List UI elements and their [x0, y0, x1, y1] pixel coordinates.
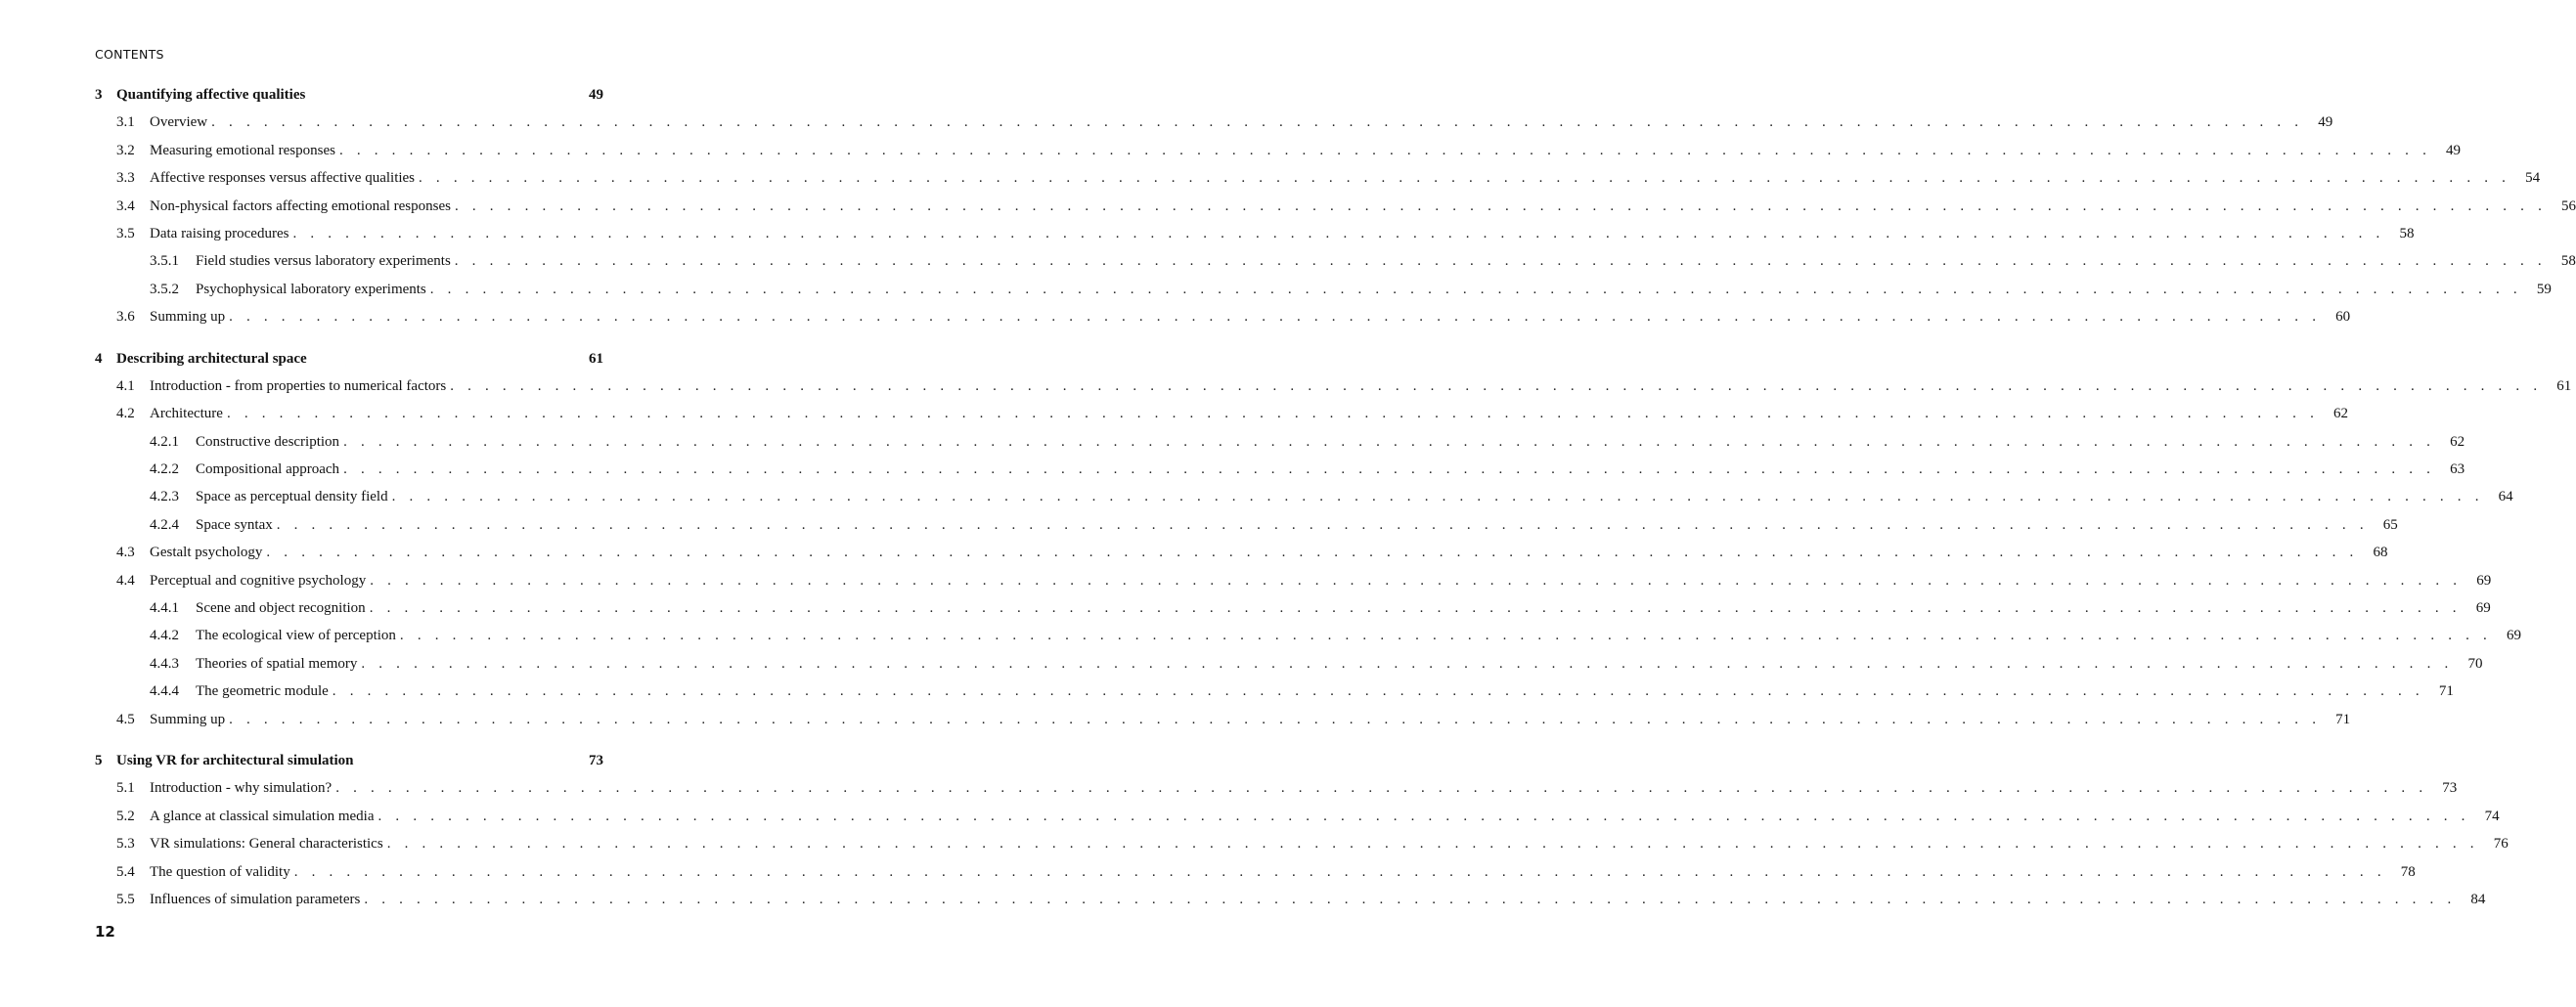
subsection-page-number: 70: [2467, 655, 2483, 672]
section-title: Summing up: [150, 309, 226, 326]
subsection-number: 4.2.2: [150, 461, 179, 478]
section-number: 5.5: [116, 891, 135, 907]
toc-section-row[interactable]: [95, 803, 2500, 830]
dot-leader: . . . . . . . . . . . . . . . . . . . . . . . . . . . . . . . . . . . . . . . . . . . . . . . . . . . . . . . . . . . . . . . . . . . . . . . . . . . . . . . . . . . . . . . . . . . . . . . . . . . . . . . . . . . . . . . . . . . . . . . .: [386, 836, 2479, 853]
section-number: 4.4: [116, 572, 135, 589]
section-page-number: 56: [2561, 197, 2576, 214]
subsection-title: The ecological view of perception: [196, 628, 396, 644]
subsection-title: Constructive description: [196, 433, 340, 450]
toc-subsection-row[interactable]: [95, 428, 2465, 456]
toc-section-row[interactable]: [95, 303, 2351, 330]
section-page-number: 58: [2399, 225, 2415, 241]
subsection-title: The geometric module: [196, 683, 329, 700]
section-number: 3.5: [116, 225, 135, 241]
toc-section-row[interactable]: [95, 137, 2462, 164]
subsection-title: Scene and object recognition: [196, 600, 366, 617]
subsection-page-number: 69: [2506, 628, 2521, 644]
dot-leader: . . . . . . . . . . . . . . . . . . . . . . . . . . . . . . . . . . . . . . . . . . . . . . . . . . . . . . . . . . . . . . . . . . . . . . . . . . . . . . . . . . . . . . . . . . . . . . . . . . . . . . . . . . . . . . . . . . . . . . . .: [419, 170, 2511, 187]
toc-subsection-row[interactable]: [95, 483, 2513, 510]
dot-leader: . . . . . . . . . . . . . . . . . . . . . . . . . . . . . . . . . . . . . . . . . . . . . . . . . . . . . . . . . . . . . . . . . . . . . . . . . . . . . . . . . . . . . . . . . . . . . . . . . . . . . . . . . . . . . . . . . . . . . . . .: [335, 780, 2428, 797]
dot-leader: . . . . . . . . . . . . . . . . . . . . . . . . . . . . . . . . . . . . . . . . . . . . . . . . . . . . . . . . . . . . . . . . . . . . . . . . . . . . . . . . . . . . . . . . . . . . . . . . . . . . . . . . . . . . . . . . . . . . . . . .: [361, 655, 2454, 672]
section-page-number: 68: [2373, 545, 2388, 561]
section-title: Gestalt psychology: [150, 545, 263, 561]
subsection-page-number: 71: [2438, 683, 2454, 700]
section-page-number: 60: [2335, 309, 2351, 326]
section-title: Perceptual and cognitive psychology: [150, 572, 367, 589]
toc-subsection-row[interactable]: [95, 456, 2465, 483]
section-number: 3.3: [116, 170, 135, 187]
subsection-page-number: 62: [2450, 433, 2465, 450]
section-title: Architecture: [150, 406, 223, 422]
subsection-title: Compositional approach: [196, 461, 340, 478]
toc-section-row[interactable]: [95, 109, 2333, 136]
toc-chapter-row[interactable]: [95, 747, 603, 774]
toc-subsection-row[interactable]: [95, 650, 2483, 678]
toc-chapter-row[interactable]: [95, 345, 603, 372]
dot-leader: . . . . . . . . . . . . . . . . . . . . . . . . . . . . . . . . . . . . . . . . . . . . . . . . . . . . . . . . . . . . . . . . . . . . . . . . . . . . . . . . . . . . . . . . . . . . . . . . . . . . . . . . . . . . . . . . . . . . . . . .: [276, 516, 2369, 533]
toc-subsection-row[interactable]: [95, 678, 2454, 705]
dot-leader: . . . . . . . . . . . . . . . . . . . . . . . . . . . . . . . . . . . . . . . . . . . . . . . . . . . . . . . . . . . . . . . . . . . . . . . . . . . . . . . . . . . . . . . . . . . . . . . . . . . . . . . . . . . . . . . . . . . . . . . .: [226, 406, 2320, 422]
section-title: VR simulations: General characteristics: [150, 836, 383, 853]
subsection-number: 4.4.3: [150, 655, 179, 672]
subsection-page-number: 65: [2382, 516, 2398, 533]
section-page-number: 76: [2493, 836, 2509, 853]
dot-leader: . . . . . . . . . . . . . . . . . . . . . . . . . . . . . . . . . . . . . . . . . . . . . . . . . . . . . . . . . . . . . . . . . . . . . . . . . . . . . . . . . . . . . . . . . . . . . . . . . . . . . . . . . . . . . . . . . . . . . . . .: [364, 891, 2457, 907]
section-page-number: 62: [2333, 406, 2349, 422]
section-number: 4.3: [116, 545, 135, 561]
section-number: 5.4: [116, 863, 135, 880]
dot-leader: . . . . . . . . . . . . . . . . . . . . . . . . . . . . . . . . . . . . . . . . . . . . . . . . . . . . . . . . . . . . . . . . . . . . . . . . . . . . . . . . . . . . . . . . . . . . . . . . . . . . . . . . . . . . . . . . . . . . . . . .: [391, 489, 2484, 505]
toc-subsection-row[interactable]: [95, 276, 2552, 303]
subsection-title: Space as perceptual density field: [196, 489, 388, 505]
dot-leader: . . . . . . . . . . . . . . . . . . . . . . . . . . . . . . . . . . . . . . . . . . . . . . . . . . . . . . . . . . . . . . . . . . . . . . . . . . . . . . . . . . . . . . . . . . . . . . . . . . . . . . . . . . . . . . . . . . . . . . . .: [229, 711, 2322, 727]
subsection-title: Field studies versus laboratory experiments: [196, 253, 451, 270]
section-number: 5.2: [116, 808, 135, 824]
section-page-number: 54: [2525, 170, 2541, 187]
subsection-number: 4.2.4: [150, 516, 179, 533]
toc-chapter-row[interactable]: [95, 81, 603, 109]
section-title: Introduction - why simulation?: [150, 780, 333, 797]
subsection-page-number: 64: [2498, 489, 2513, 505]
section-title: Introduction - from properties to numerical factors: [150, 377, 447, 394]
section-page-number: 71: [2335, 711, 2351, 727]
dot-leader: . . . . . . . . . . . . . . . . . . . . . . . . . . . . . . . . . . . . . . . . . . . . . . . . . . . . . . . . . . . . . . . . . . . . . . . . . . . . . . . . . . . . . . . . . . . . . . . . . . . . . . . . . . . . . . . . . . . . . . . .: [229, 309, 2322, 326]
dot-leader: . . . . . . . . . . . . . . . . . . . . . . . . . . . . . . . . . . . . . . . . . . . . . . . . . . . . . . . . . . . . . . . . . . . . . . . . . . . . . . . . . . . . . . . . . . . . . . . . . . . . . . . . . . . . . . . . . . . . . . . .: [292, 225, 2385, 241]
section-title: Data raising procedures: [150, 225, 289, 241]
section-title: Non-physical factors affecting emotional responses: [150, 197, 451, 214]
dot-leader: . . . . . . . . . . . . . . . . . . . . . . . . . . . . . . . . . . . . . . . . . . . . . . . . . . . . . . . . . . . . . . . . . . . . . . . . . . . . . . . . . . . . . . . . . . . . . . . . . . . . . . . . . . . . . . . . . . . . . . . .: [454, 197, 2548, 214]
section-title: A glance at classical simulation media: [150, 808, 375, 824]
toc-section-row[interactable]: [95, 774, 2458, 802]
section-page-number: 78: [2400, 863, 2416, 880]
dot-leader: . . . . . . . . . . . . . . . . . . . . . . . . . . . . . . . . . . . . . . . . . . . . . . . . . . . . . . . . . . . . . . . . . . . . . . . . . . . . . . . . . . . . . . . . . . . . . . . . . . . . . . . . . . . . . . . . . . . . . . . .: [266, 545, 2359, 561]
chapter-page-number: 61: [589, 350, 603, 367]
section-title: Overview: [150, 114, 208, 131]
toc-section-row[interactable]: [95, 372, 2572, 400]
running-head: CONTENTS: [95, 47, 164, 62]
section-title: The question of validity: [150, 863, 290, 880]
section-title: Affective responses versus affective qualities: [150, 170, 416, 187]
section-page-number: 73: [2442, 780, 2458, 797]
toc-section-row[interactable]: [95, 858, 2416, 886]
dot-leader: . . . . . . . . . . . . . . . . . . . . . . . . . . . . . . . . . . . . . . . . . . . . . . . . . . . . . . . . . . . . . . . . . . . . . . . . . . . . . . . . . . . . . . . . . . . . . . . . . . . . . . . . . . . . . . . . . . . . . . . .: [369, 600, 2462, 617]
dot-leader: . . . . . . . . . . . . . . . . . . . . . . . . . . . . . . . . . . . . . . . . . . . . . . . . . . . . . . . . . . . . . . . . . . . . . . . . . . . . . . . . . . . . . . . . . . . . . . . . . . . . . . . . . . . . . . . . . . . . . . . .: [454, 253, 2547, 270]
chapter-gap: [95, 331, 603, 345]
dot-leader: . . . . . . . . . . . . . . . . . . . . . . . . . . . . . . . . . . . . . . . . . . . . . . . . . . . . . . . . . . . . . . . . . . . . . . . . . . . . . . . . . . . . . . . . . . . . . . . . . . . . . . . . . . . . . . . . . . . . . . . .: [370, 572, 2463, 589]
dot-leader: . . . . . . . . . . . . . . . . . . . . . . . . . . . . . . . . . . . . . . . . . . . . . . . . . . . . . . . . . . . . . . . . . . . . . . . . . . . . . . . . . . . . . . . . . . . . . . . . . . . . . . . . . . . . . . . . . . . . . . . .: [450, 377, 2543, 394]
subsection-page-number: 58: [2560, 253, 2576, 270]
toc-subsection-row[interactable]: [95, 247, 2576, 275]
toc-section-row[interactable]: [95, 539, 2388, 566]
table-of-contents: [95, 81, 2576, 913]
subsection-title: Psychophysical laboratory experiments: [196, 281, 426, 297]
subsection-page-number: 63: [2450, 461, 2465, 478]
subsection-number: 3.5.1: [150, 253, 179, 270]
section-title: Measuring emotional responses: [150, 142, 335, 158]
toc-section-row[interactable]: [95, 164, 2541, 192]
section-number: 4.1: [116, 377, 135, 394]
section-page-number: 49: [2446, 142, 2462, 158]
section-number: 5.3: [116, 836, 135, 853]
subsection-number: 4.2.1: [150, 433, 179, 450]
subsection-title: Theories of spatial memory: [196, 655, 358, 672]
section-page-number: 69: [2476, 572, 2492, 589]
toc-section-row[interactable]: [95, 400, 2349, 427]
dot-leader: . . . . . . . . . . . . . . . . . . . . . . . . . . . . . . . . . . . . . . . . . . . . . . . . . . . . . . . . . . . . . . . . . . . . . . . . . . . . . . . . . . . . . . . . . . . . . . . . . . . . . . . . . . . . . . . . . . . . . . . .: [332, 683, 2424, 700]
subsection-number: 4.2.3: [150, 489, 179, 505]
section-page-number: 49: [2318, 114, 2333, 131]
section-title: Summing up: [150, 711, 226, 727]
toc-section-row[interactable]: [95, 706, 2351, 733]
toc-section-row[interactable]: [95, 193, 2576, 220]
section-title: Influences of simulation parameters: [150, 891, 361, 907]
section-page-number: 84: [2470, 891, 2486, 907]
chapter-title: Using VR for architectural simulation: [116, 752, 354, 768]
subsection-title: Space syntax: [196, 516, 273, 533]
section-number: 3.2: [116, 142, 135, 158]
chapter-number: 5: [95, 752, 103, 768]
chapter-number: 3: [95, 87, 103, 103]
subsection-number: 4.4.4: [150, 683, 179, 700]
toc-subsection-row[interactable]: [95, 594, 2491, 622]
dot-leader: . . . . . . . . . . . . . . . . . . . . . . . . . . . . . . . . . . . . . . . . . . . . . . . . . . . . . . . . . . . . . . . . . . . . . . . . . . . . . . . . . . . . . . . . . . . . . . . . . . . . . . . . . . . . . . . . . . . . . . . .: [378, 808, 2470, 824]
dot-leader: . . . . . . . . . . . . . . . . . . . . . . . . . . . . . . . . . . . . . . . . . . . . . . . . . . . . . . . . . . . . . . . . . . . . . . . . . . . . . . . . . . . . . . . . . . . . . . . . . . . . . . . . . . . . . . . . . . . . . . . .: [429, 281, 2522, 297]
section-number: 4.5: [116, 711, 135, 727]
chapter-title: Quantifying affective qualities: [116, 87, 306, 103]
section-number: 3.4: [116, 197, 135, 214]
chapter-number: 4: [95, 350, 103, 367]
dot-leader: . . . . . . . . . . . . . . . . . . . . . . . . . . . . . . . . . . . . . . . . . . . . . . . . . . . . . . . . . . . . . . . . . . . . . . . . . . . . . . . . . . . . . . . . . . . . . . . . . . . . . . . . . . . . . . . . . . . . . . . .: [343, 461, 2436, 478]
section-page-number: 74: [2484, 808, 2500, 824]
chapter-page-number: 49: [589, 87, 603, 103]
section-number: 4.2: [116, 406, 135, 422]
dot-leader: . . . . . . . . . . . . . . . . . . . . . . . . . . . . . . . . . . . . . . . . . . . . . . . . . . . . . . . . . . . . . . . . . . . . . . . . . . . . . . . . . . . . . . . . . . . . . . . . . . . . . . . . . . . . . . . . . . . . . . . .: [399, 628, 2492, 644]
dot-leader: . . . . . . . . . . . . . . . . . . . . . . . . . . . . . . . . . . . . . . . . . . . . . . . . . . . . . . . . . . . . . . . . . . . . . . . . . . . . . . . . . . . . . . . . . . . . . . . . . . . . . . . . . . . . . . . . . . . . . . . .: [211, 114, 2304, 131]
toc-section-row[interactable]: [95, 567, 2492, 594]
chapter-gap: [95, 733, 603, 747]
dot-leader: . . . . . . . . . . . . . . . . . . . . . . . . . . . . . . . . . . . . . . . . . . . . . . . . . . . . . . . . . . . . . . . . . . . . . . . . . . . . . . . . . . . . . . . . . . . . . . . . . . . . . . . . . . . . . . . . . . . . . . . .: [338, 142, 2432, 158]
section-page-number: 61: [2556, 377, 2572, 394]
section-number: 3.6: [116, 309, 135, 326]
toc-section-row[interactable]: [95, 220, 2415, 247]
subsection-number: 3.5.2: [150, 281, 179, 297]
section-number: 3.1: [116, 114, 135, 131]
subsection-page-number: 69: [2475, 600, 2491, 617]
subsection-number: 4.4.2: [150, 628, 179, 644]
section-number: 5.1: [116, 780, 135, 797]
chapter-page-number: 73: [589, 752, 603, 768]
toc-section-row[interactable]: [95, 886, 2486, 913]
toc-section-row[interactable]: [95, 830, 2509, 857]
page-number: 12: [95, 923, 115, 941]
dot-leader: . . . . . . . . . . . . . . . . . . . . . . . . . . . . . . . . . . . . . . . . . . . . . . . . . . . . . . . . . . . . . . . . . . . . . . . . . . . . . . . . . . . . . . . . . . . . . . . . . . . . . . . . . . . . . . . . . . . . . . . .: [343, 433, 2436, 450]
toc-subsection-row[interactable]: [95, 511, 2398, 539]
subsection-page-number: 59: [2536, 281, 2552, 297]
dot-leader: . . . . . . . . . . . . . . . . . . . . . . . . . . . . . . . . . . . . . . . . . . . . . . . . . . . . . . . . . . . . . . . . . . . . . . . . . . . . . . . . . . . . . . . . . . . . . . . . . . . . . . . . . . . . . . . . . . . . . . . .: [293, 863, 2386, 880]
toc-subsection-row[interactable]: [95, 622, 2521, 649]
chapter-title: Describing architectural space: [116, 350, 307, 367]
subsection-number: 4.4.1: [150, 600, 179, 617]
